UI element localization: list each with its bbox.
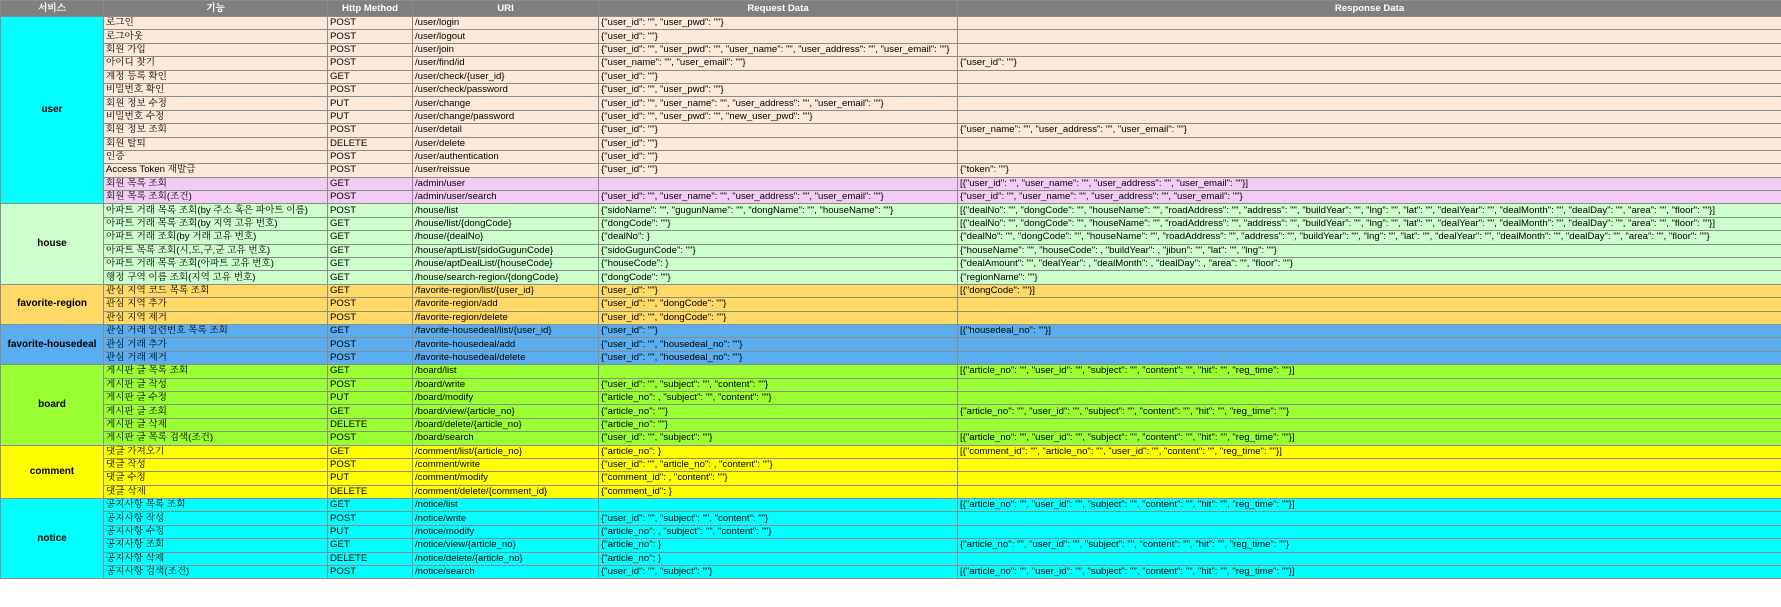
uri-cell: /comment/delete/{comment_id} [413, 485, 599, 498]
method-cell: POST [328, 164, 413, 177]
request-cell: {"user_id": "", "housedeal_no": ""} [599, 351, 958, 364]
function-cell: 아파트 목록 조회(시,도,구,군 고유 번호) [104, 244, 328, 257]
service-cell: comment [1, 445, 104, 499]
response-cell [958, 311, 1781, 324]
method-cell: POST [328, 30, 413, 43]
function-cell: 공지사항 삭제 [104, 552, 328, 565]
uri-cell: /user/change [413, 97, 599, 110]
uri-cell: /user/check/password [413, 83, 599, 96]
function-cell: 댓글 작성 [104, 458, 328, 471]
table-row [1, 43, 1781, 56]
function-cell: 회원 목록 조회(조건) [104, 191, 328, 204]
method-cell: GET [328, 258, 413, 271]
uri-cell: /user/check/{user_id} [413, 70, 599, 83]
request-cell: {"user_id": "", "article_no": , "content": ""} [599, 458, 958, 471]
response-cell: [{"user_id": "", "user_name": "", "user_address": "", "user_email": ""}] [958, 177, 1781, 190]
function-cell: 공지사항 수정 [104, 525, 328, 538]
request-cell: {"article_no": , "subject": "", "content": ""} [599, 391, 958, 404]
function-cell: 로그인 [104, 17, 328, 30]
request-cell: {"user_id": "", "subject": ""} [599, 566, 958, 579]
table-row [1, 351, 1781, 364]
table-row [1, 177, 1781, 190]
function-cell: 관심 지역 제거 [104, 311, 328, 324]
response-cell: [{"dongCode": ""}] [958, 284, 1781, 297]
table-row [1, 445, 1781, 458]
uri-cell: /user/detail [413, 124, 599, 137]
uri-cell: /notice/view/{article_no} [413, 539, 599, 552]
uri-cell: /user/authentication [413, 150, 599, 163]
table-row [1, 525, 1781, 538]
method-cell: POST [328, 43, 413, 56]
function-cell: 공지사항 작성 [104, 512, 328, 525]
request-cell: {"article_no": ""} [599, 418, 958, 431]
method-cell: POST [328, 83, 413, 96]
method-cell: GET [328, 217, 413, 230]
uri-cell: /notice/search [413, 566, 599, 579]
function-cell: 회원 목록 조회 [104, 177, 328, 190]
request-cell: {"sidoGugunCode": ""} [599, 244, 958, 257]
function-cell: 아파트 거래 목록 조회(아파트 고유 번호) [104, 258, 328, 271]
method-cell: GET [328, 324, 413, 337]
table-row [1, 405, 1781, 418]
function-cell: 회원 탈퇴 [104, 137, 328, 150]
method-cell: PUT [328, 97, 413, 110]
request-cell: {"user_id": ""} [599, 137, 958, 150]
function-cell: 공지사항 조회 [104, 539, 328, 552]
function-cell: 공지사항 검색(조건) [104, 566, 328, 579]
response-cell [958, 472, 1781, 485]
uri-cell: /notice/modify [413, 525, 599, 538]
response-cell: {"user_id": ""} [958, 57, 1781, 70]
uri-cell: /board/write [413, 378, 599, 391]
table-row [1, 284, 1781, 297]
request-cell: {"user_id": "", "user_pwd": ""} [599, 83, 958, 96]
header-request-data: Request Data [599, 1, 958, 17]
request-cell [599, 499, 958, 512]
function-cell: Access Token 재발급 [104, 164, 328, 177]
request-cell: {"dealNo": } [599, 231, 958, 244]
method-cell: POST [328, 150, 413, 163]
request-cell: {"article_no": , "subject": "", "content": ""} [599, 525, 958, 538]
method-cell: POST [328, 432, 413, 445]
function-cell: 아파트 거래 목록 조회(by 지역 고유 번호) [104, 217, 328, 230]
response-cell [958, 83, 1781, 96]
response-cell: {"token": ""} [958, 164, 1781, 177]
request-cell: {"user_id": ""} [599, 70, 958, 83]
request-cell: {"user_id": ""} [599, 30, 958, 43]
uri-cell: /board/view/{article_no} [413, 405, 599, 418]
response-cell [958, 525, 1781, 538]
function-cell: 행정 구역 이름 조회(지역 고유 번호) [104, 271, 328, 284]
uri-cell: /house/aptDealList/{houseCode} [413, 258, 599, 271]
table-row [1, 485, 1781, 498]
response-cell: {"user_name": "", "user_address": "", "user_email": ""} [958, 124, 1781, 137]
request-cell: {"article_no": } [599, 539, 958, 552]
uri-cell: /comment/list/{article_no} [413, 445, 599, 458]
method-cell: DELETE [328, 485, 413, 498]
function-cell: 관심 거래 추가 [104, 338, 328, 351]
method-cell: POST [328, 124, 413, 137]
function-cell: 비밀번호 수정 [104, 110, 328, 123]
header-function: 기능 [104, 1, 328, 17]
function-cell: 계정 등록 확인 [104, 70, 328, 83]
response-cell [958, 338, 1781, 351]
response-cell [958, 391, 1781, 404]
service-cell: house [1, 204, 104, 284]
method-cell: GET [328, 244, 413, 257]
table-row [1, 258, 1781, 271]
function-cell: 회원 정보 조회 [104, 124, 328, 137]
request-cell: {"user_id": "", "user_name": "", "user_address": "", "user_email": ""} [599, 191, 958, 204]
table-row [1, 311, 1781, 324]
table-row [1, 217, 1781, 230]
function-cell: 관심 지역 코드 목록 조회 [104, 284, 328, 297]
header-service: 서비스 [1, 1, 104, 17]
service-cell: favorite-housedeal [1, 324, 104, 364]
method-cell: GET [328, 499, 413, 512]
table-row [1, 231, 1781, 244]
response-cell: {"regionName": ""} [958, 271, 1781, 284]
method-cell: PUT [328, 391, 413, 404]
table-row [1, 324, 1781, 337]
request-cell: {"user_id": ""} [599, 164, 958, 177]
method-cell: GET [328, 177, 413, 190]
table-row [1, 57, 1781, 70]
table-row [1, 432, 1781, 445]
service-cell: favorite-region [1, 284, 104, 324]
function-cell: 게시판 글 삭제 [104, 418, 328, 431]
function-cell: 회원 가입 [104, 43, 328, 56]
method-cell: GET [328, 271, 413, 284]
response-cell: {"dealNo": "", "dongCode": "", "houseName": "", "roadAddress": "", "address": "", "buildYear": "", "lng": "", "lat": "", "dealYear": "", "dealMonth": "", "dealDay": "", "area": "", "floor": ""} [958, 231, 1781, 244]
uri-cell: /notice/list [413, 499, 599, 512]
request-cell: {"sidoName": "", "gugunName": "", "dongName": "", "houseName": ""} [599, 204, 958, 217]
uri-cell: /house/list/{dongCode} [413, 217, 599, 230]
method-cell: PUT [328, 525, 413, 538]
response-cell [958, 378, 1781, 391]
response-cell: {"houseName": "", "houseCode": , "buildYear": , "jibun": "", "lat": "", "lng": ""} [958, 244, 1781, 257]
uri-cell: /comment/modify [413, 472, 599, 485]
method-cell: DELETE [328, 137, 413, 150]
request-cell: {"dongCode": ""} [599, 217, 958, 230]
method-cell: POST [328, 17, 413, 30]
response-cell [958, 70, 1781, 83]
uri-cell: /board/search [413, 432, 599, 445]
response-cell [958, 43, 1781, 56]
uri-cell: /favorite-housedeal/delete [413, 351, 599, 364]
uri-cell: /house/search-region/{dongCode} [413, 271, 599, 284]
uri-cell: /comment/write [413, 458, 599, 471]
response-cell [958, 30, 1781, 43]
response-cell [958, 485, 1781, 498]
response-cell [958, 110, 1781, 123]
uri-cell: /house/list [413, 204, 599, 217]
request-cell: {"user_id": "", "user_pwd": "", "new_user_pwd": ""} [599, 110, 958, 123]
table-row [1, 418, 1781, 431]
function-cell: 아이디 찾기 [104, 57, 328, 70]
function-cell: 게시판 글 작성 [104, 378, 328, 391]
function-cell: 관심 거래 일련번호 목록 조회 [104, 324, 328, 337]
response-cell: [{"dealNo": "", "dongCode": "", "houseName": "", "roadAddress": "", "address": "", "buildYear": "", "lng": "", "lat": "", "dealYear": "", "dealMonth": "", "dealDay": "", "area": "", "floor": ""}] [958, 217, 1781, 230]
request-cell: {"article_no": } [599, 552, 958, 565]
function-cell: 게시판 글 목록 조회 [104, 365, 328, 378]
request-cell: {"comment_id": , "content": ""} [599, 472, 958, 485]
request-cell: {"article_no": ""} [599, 405, 958, 418]
request-cell: {"article_no": } [599, 445, 958, 458]
function-cell: 게시판 글 수정 [104, 391, 328, 404]
request-cell: {"user_id": "", "subject": "", "content": ""} [599, 512, 958, 525]
request-cell: {"user_id": ""} [599, 124, 958, 137]
method-cell: POST [328, 191, 413, 204]
method-cell: PUT [328, 472, 413, 485]
response-cell: {"dealAmount": "", "dealYear": , "dealMonth": , "dealDay": , "area": "", "floor": ""} [958, 258, 1781, 271]
table-row [1, 110, 1781, 123]
uri-cell: /favorite-region/add [413, 298, 599, 311]
uri-cell: /user/find/id [413, 57, 599, 70]
function-cell: 댓글 가져오기 [104, 445, 328, 458]
method-cell: POST [328, 311, 413, 324]
request-cell: {"user_id": "", "subject": ""} [599, 432, 958, 445]
table-body [1, 17, 1781, 579]
request-cell: {"user_id": ""} [599, 150, 958, 163]
uri-cell: /user/reissue [413, 164, 599, 177]
method-cell: GET [328, 231, 413, 244]
table-row [1, 512, 1781, 525]
service-cell: user [1, 17, 104, 204]
response-cell: {"article_no": "", "user_id": "", "subject": "", "content": "", "hit": "", "reg_time": ""} [958, 539, 1781, 552]
method-cell: PUT [328, 110, 413, 123]
uri-cell: /favorite-housedeal/add [413, 338, 599, 351]
request-cell: {"user_id": "", "dongCode": ""} [599, 311, 958, 324]
table-row [1, 566, 1781, 579]
method-cell: GET [328, 539, 413, 552]
uri-cell: /user/logout [413, 30, 599, 43]
request-cell [599, 365, 958, 378]
function-cell: 댓글 삭제 [104, 485, 328, 498]
response-cell [958, 458, 1781, 471]
response-cell [958, 137, 1781, 150]
table-row [1, 30, 1781, 43]
table-row [1, 271, 1781, 284]
function-cell: 관심 지역 추가 [104, 298, 328, 311]
table-row [1, 97, 1781, 110]
request-cell: {"user_id": "", "subject": "", "content": ""} [599, 378, 958, 391]
method-cell: DELETE [328, 552, 413, 565]
table-row [1, 83, 1781, 96]
method-cell: DELETE [328, 418, 413, 431]
method-cell: GET [328, 365, 413, 378]
method-cell: GET [328, 70, 413, 83]
table-row [1, 244, 1781, 257]
table-row [1, 539, 1781, 552]
uri-cell: /house/aptList/{sidoGugunCode} [413, 244, 599, 257]
method-cell: POST [328, 57, 413, 70]
uri-cell: /user/login [413, 17, 599, 30]
function-cell: 게시판 글 조회 [104, 405, 328, 418]
header-row [1, 1, 1781, 17]
table-row [1, 552, 1781, 565]
method-cell: POST [328, 512, 413, 525]
table-row [1, 365, 1781, 378]
response-cell: [{"article_no": "", "user_id": "", "subject": "", "content": "", "hit": "", "reg_time": ""}] [958, 566, 1781, 579]
uri-cell: /user/join [413, 43, 599, 56]
uri-cell: /user/delete [413, 137, 599, 150]
function-cell: 게시판 글 목록 검색(조건) [104, 432, 328, 445]
uri-cell: /user/change/password [413, 110, 599, 123]
request-cell: {"dongCode": ""} [599, 271, 958, 284]
service-cell: board [1, 365, 104, 445]
response-cell: {"article_no": "", "user_id": "", "subject": "", "content": "", "hit": "", "reg_time": ""} [958, 405, 1781, 418]
method-cell: POST [328, 338, 413, 351]
table-row [1, 164, 1781, 177]
function-cell: 아파트 거래 목록 조회(by 주소 혹은 파아트 이름) [104, 204, 328, 217]
response-cell [958, 97, 1781, 110]
response-cell [958, 552, 1781, 565]
request-cell: {"user_id": ""} [599, 324, 958, 337]
response-cell: [{"dealNo": "", "dongCode": "", "houseName": "", "roadAddress": "", "address": "", "buildYear": "", "lng": "", "lat": "", "dealYear": "", "dealMonth": "", "dealDay": "", "area": "", "floor": ""}] [958, 204, 1781, 217]
table-row [1, 204, 1781, 217]
uri-cell: /favorite-region/list/{user_id} [413, 284, 599, 297]
request-cell: {"user_name": "", "user_email": ""} [599, 57, 958, 70]
table-row [1, 338, 1781, 351]
table-row [1, 150, 1781, 163]
table-row [1, 17, 1781, 30]
response-cell [958, 351, 1781, 364]
table-row [1, 137, 1781, 150]
method-cell: POST [328, 378, 413, 391]
request-cell [599, 177, 958, 190]
uri-cell: /admin/user/search [413, 191, 599, 204]
method-cell: POST [328, 204, 413, 217]
uri-cell: /board/list [413, 365, 599, 378]
method-cell: POST [328, 351, 413, 364]
response-cell: [{"article_no": "", "user_id": "", "subject": "", "content": "", "hit": "", "reg_time": ""}] [958, 365, 1781, 378]
uri-cell: /admin/user [413, 177, 599, 190]
uri-cell: /favorite-region/delete [413, 311, 599, 324]
service-cell: notice [1, 499, 104, 579]
request-cell: {"user_id": "", "housedeal_no": ""} [599, 338, 958, 351]
function-cell: 인증 [104, 150, 328, 163]
method-cell: GET [328, 405, 413, 418]
response-cell [958, 150, 1781, 163]
method-cell: POST [328, 458, 413, 471]
function-cell: 댓글 수정 [104, 472, 328, 485]
request-cell: {"user_id": "", "user_pwd": "", "user_name": "", "user_address": "", "user_email": ""} [599, 43, 958, 56]
response-cell: [{"article_no": "", "user_id": "", "subject": "", "content": "", "hit": "", "reg_time": ""}] [958, 499, 1781, 512]
table-row [1, 191, 1781, 204]
function-cell: 회원 정보 수정 [104, 97, 328, 110]
function-cell: 공지사항 목록 조회 [104, 499, 328, 512]
request-cell: {"user_id": "", "user_pwd": ""} [599, 17, 958, 30]
request-cell: {"comment_id": } [599, 485, 958, 498]
response-cell [958, 512, 1781, 525]
uri-cell: /favorite-housedeal/list/{user_id} [413, 324, 599, 337]
function-cell: 아파트 거래 조회(by 거래 고유 번호) [104, 231, 328, 244]
function-cell: 관심 거래 제거 [104, 351, 328, 364]
request-cell: {"houseCode": } [599, 258, 958, 271]
header-response-data: Response Data [958, 1, 1781, 17]
table-row [1, 499, 1781, 512]
uri-cell: /notice/write [413, 512, 599, 525]
method-cell: GET [328, 284, 413, 297]
response-cell [958, 17, 1781, 30]
request-cell: {"user_id": "", "dongCode": ""} [599, 298, 958, 311]
table-row [1, 378, 1781, 391]
method-cell: POST [328, 566, 413, 579]
response-cell: [{"housedeal_no": ""}] [958, 324, 1781, 337]
response-cell: [{"article_no": "", "user_id": "", "subject": "", "content": "", "hit": "", "reg_time": ""}] [958, 432, 1781, 445]
header-uri: URI [413, 1, 599, 17]
method-cell: GET [328, 445, 413, 458]
uri-cell: /board/modify [413, 391, 599, 404]
request-cell: {"user_id": "", "user_name": "", "user_address": "", "user_email": ""} [599, 97, 958, 110]
table-row [1, 391, 1781, 404]
function-cell: 로그아웃 [104, 30, 328, 43]
table-row [1, 70, 1781, 83]
request-cell: {"user_id": ""} [599, 284, 958, 297]
uri-cell: /notice/delete/{article_no} [413, 552, 599, 565]
table-row [1, 472, 1781, 485]
table-row [1, 298, 1781, 311]
table-row [1, 458, 1781, 471]
response-cell: {"user_id": "", "user_name": "", "user_address": "", "user_email": ""} [958, 191, 1781, 204]
header-http-method: Http Method [328, 1, 413, 17]
response-cell [958, 298, 1781, 311]
response-cell [958, 418, 1781, 431]
method-cell: POST [328, 298, 413, 311]
table-row [1, 124, 1781, 137]
function-cell: 비밀번호 확인 [104, 83, 328, 96]
response-cell: [{"comment_id": "", "article_no": "", "user_id": "", "content": "", "reg_time": ""}] [958, 445, 1781, 458]
uri-cell: /board/delete/{article_no} [413, 418, 599, 431]
uri-cell: /house/{dealNo} [413, 231, 599, 244]
